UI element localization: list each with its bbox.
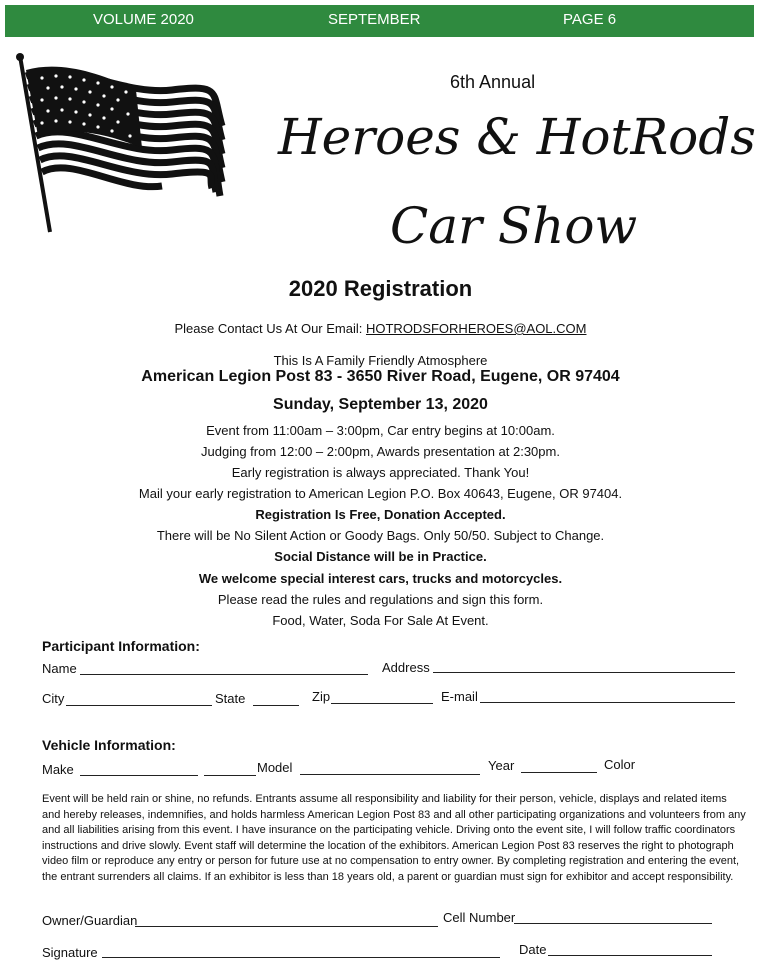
- owner-guardian-label: Owner/Guardian: [42, 913, 138, 928]
- address-label: Address: [382, 660, 430, 675]
- newsletter-header-bar: [5, 5, 754, 37]
- early-registration-line: Early registration is always appreciated. Thank You!: [231, 465, 530, 480]
- participant-heading: Participant Information:: [42, 638, 200, 654]
- food-for-sale-line: Food, Water, Soda For Sale At Event.: [272, 613, 489, 628]
- email-label: E-mail: [441, 689, 478, 704]
- volume-label: VOLUME 2020: [93, 11, 194, 28]
- event-hours-line: Event from 11:00am – 3:00pm, Car entry begins at 10:00am.: [206, 423, 555, 438]
- address-field[interactable]: [433, 671, 735, 673]
- city-label: City: [42, 691, 65, 706]
- zip-field[interactable]: [331, 702, 433, 704]
- cell-number-label: Cell Number: [443, 910, 516, 925]
- vehicle-heading: Vehicle Information:: [42, 737, 176, 753]
- family-friendly-line: This Is A Family Friendly Atmosphere: [273, 353, 488, 368]
- event-ordinal: 6th Annual: [450, 72, 536, 92]
- page-label: PAGE 6: [563, 11, 617, 28]
- email-field[interactable]: [480, 701, 735, 703]
- year-field[interactable]: [521, 771, 597, 773]
- city-field[interactable]: [66, 704, 212, 706]
- owner-guardian-field[interactable]: [135, 925, 438, 927]
- contact-prefix: Please Contact Us At Our Email:: [174, 321, 363, 336]
- name-label: Name: [42, 661, 77, 676]
- event-date-line: Sunday, September 13, 2020: [273, 396, 488, 413]
- registration-title: 2020 Registration: [288, 276, 473, 301]
- make-field[interactable]: [80, 774, 198, 776]
- name-field[interactable]: [80, 673, 368, 675]
- welcome-vehicles-line: We welcome special interest cars, trucks and motorcycles.: [198, 571, 563, 586]
- event-title-line1: Heroes & HotRods: [278, 108, 756, 166]
- read-rules-line: Please read the rules and regulations and sign this form.: [217, 592, 544, 607]
- venue-address-line: American Legion Post 83 - 3650 River Road, Eugene, OR 97404: [141, 368, 620, 385]
- judging-hours-line: Judging from 12:00 – 2:00pm, Awards presentation at 2:30pm.: [201, 444, 560, 459]
- make-extra-field[interactable]: [204, 774, 256, 776]
- state-label: State: [215, 691, 246, 706]
- mail-registration-line: Mail your early registration to American Legion P.O. Box 40643, Eugene, OR 97404.: [138, 486, 623, 501]
- zip-label: Zip: [312, 689, 331, 704]
- signature-label: Signature: [42, 945, 98, 960]
- model-field[interactable]: [300, 773, 480, 775]
- social-distance-line: Social Distance will be in Practice.: [274, 549, 487, 564]
- cell-number-field[interactable]: [514, 922, 712, 924]
- year-label: Year: [488, 758, 515, 773]
- make-label: Make: [42, 762, 74, 777]
- date-label: Date: [519, 942, 547, 957]
- american-flag-icon: [12, 52, 230, 234]
- model-label: Model: [257, 760, 293, 775]
- contact-email-link[interactable]: HOTRODSFORHEROES@AOL.COM: [365, 321, 587, 336]
- event-title-line2: Car Show: [390, 197, 638, 255]
- no-silent-auction-line: There will be No Silent Action or Goody Bags. Only 50/50. Subject to Change.: [156, 528, 605, 543]
- state-field[interactable]: [253, 704, 299, 706]
- signature-field[interactable]: [102, 956, 500, 958]
- contact-line: [0, 321, 761, 336]
- liability-disclaimer: Event will be held rain or shine, no refunds. Entrants assume all responsibility and liability for their person, vehicle, displays and related items and hereby releases, indemnifies, and holds harmless American Legion Post 83 and all other participating organizations and volunteers from any and all liabilities arising from this event. I have insurance on the participating vehicle. Driving onto the event site, I will follow traffic coordinators instructions and drive slowly. Event staff will determine the location of the exhibitors. American Legion Post 83 reserves the right to photograph video film or reproduce any entry or person for future use at no compensation to entry owner. By completing registration and entering the event, the entrant surrenders all claims. If an exhibitor is less than 18 years old, a parent or guardian must sign for exhibitor and accept responsibility.: [42, 793, 746, 883]
- month-label: SEPTEMBER: [328, 11, 421, 28]
- free-registration-line: Registration Is Free, Donation Accepted.: [255, 507, 506, 522]
- date-field[interactable]: [548, 954, 712, 956]
- color-label: Color: [604, 757, 636, 772]
